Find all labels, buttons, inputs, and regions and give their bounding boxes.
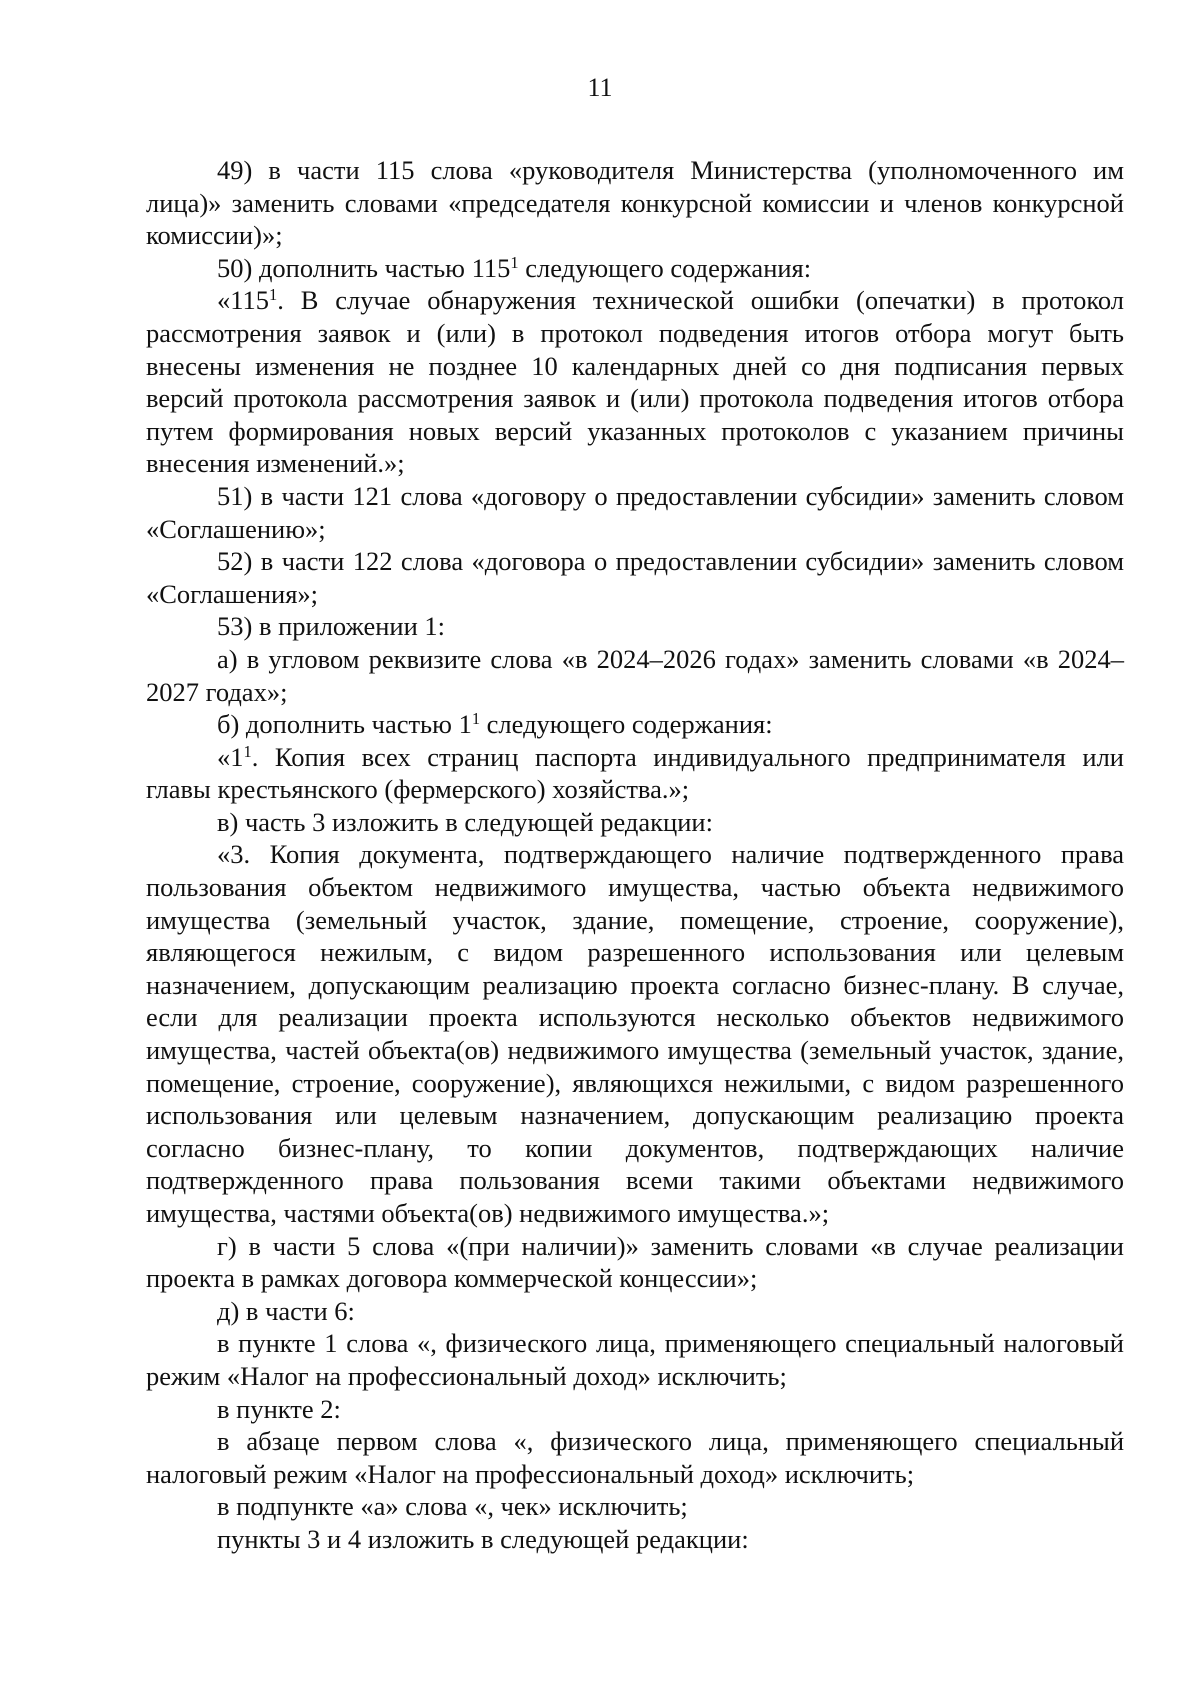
paragraph <box>146 252 1124 285</box>
paragraph-text: «3. Копия документа, подтверждающего наличие подтвержденного права пользования объектом недвижимого имущества, частью объекта недвижимого имущества (земельный участок, здание, помещение, строение, сооружение), являющегося нежилым, с видом разрешенного использования или целевым назначением, допускающим реализацию проекта согласно бизнес-плану. В случае, если для реализации проекта используются несколько объектов недвижимого имущества, частей объекта(ов) недвижимого имущества (земельный участок, здание, помещение, строение, сооружение), являющихся нежилыми, с видом разрешенного использования или целевым назначением, допускающим реализацию проекта согласно бизнес-плану, то копии документов, подтверждающих наличие подтвержденного права пользования всеми такими объектами недвижимого имущества, частями объекта(ов) недвижимого имущества.»; <box>146 839 1124 1228</box>
paragraph-text: . В случае обнаружения технической ошибки (опечатки) в протокол рассмотрения заявок и (или) в протокол подведения итогов отбора могут быть внесены изменения не позднее 10 календарных дней со дня подписания первых версий протокола рассмотрения заявок и (или) протокола подведения итогов отбора путем формирования новых версий указанных протоколов с указанием причины внесения изменений.»; <box>146 285 1124 479</box>
paragraph-text: следующего содержания: <box>518 252 812 283</box>
paragraph <box>146 806 1124 839</box>
paragraph-text: в пункте 1 слова «, физического лица, применяющего специальный налоговый режим «Налог на профессиональный доход» исключить; <box>146 1328 1124 1391</box>
paragraph-text: а) в угловом реквизите слова «в 2024–2026 годах» заменить словами «в 2024–2027 годах»; <box>146 643 1124 707</box>
superscript: 1 <box>243 741 252 761</box>
paragraph <box>146 1393 1124 1426</box>
paragraph <box>146 1230 1124 1295</box>
paragraph <box>146 643 1124 708</box>
paragraph-text: 52) в части 122 слова «договора о предоставлении субсидии» заменить словом «Соглашения»; <box>146 546 1124 609</box>
paragraph <box>146 284 1124 480</box>
paragraph-text: следующего содержания: <box>480 709 773 740</box>
page-number: 11 <box>587 73 613 102</box>
paragraph-text: 53) в приложении 1: <box>217 611 446 642</box>
paragraph-text: г) в части 5 слова «(при наличии)» заменить словами «в случае реализации проекта в рамках договора коммерческой концессии»; <box>146 1230 1124 1294</box>
paragraph <box>146 1295 1124 1328</box>
paragraph-text: д) в части 6: <box>217 1295 355 1326</box>
paragraph <box>146 1490 1124 1523</box>
paragraph <box>146 480 1124 545</box>
superscript: 1 <box>510 252 519 272</box>
paragraph <box>146 610 1124 643</box>
paragraph-text: «115 <box>217 285 270 316</box>
paragraph <box>146 741 1124 806</box>
paragraph <box>146 838 1124 1229</box>
superscript: 1 <box>471 709 481 729</box>
paragraph-text: 50) дополнить частью 115 <box>217 252 511 283</box>
paragraph <box>146 1523 1124 1556</box>
paragraph <box>146 154 1124 252</box>
paragraph <box>146 708 1124 741</box>
paragraph-text: 49) в части 115 слова «руководителя Министерства (уполномоченного им лица)» заменить словами «председателя конкурсной комиссии и членов конкурсной комиссии)»; <box>146 155 1124 251</box>
paragraph-text: в абзаце первом слова «, физического лица, применяющего специальный налоговый режим «Налог на профессиональный доход» исключить; <box>146 1426 1124 1489</box>
paragraph-text: пункты 3 и 4 изложить в следующей редакции: <box>217 1523 749 1554</box>
paragraph-text: в подпункте «а» слова «, чек» исключить; <box>217 1491 688 1522</box>
paragraph-text: б) дополнить частью 1 <box>217 709 472 740</box>
paragraph-text: в) часть 3 изложить в следующей редакции: <box>217 806 713 837</box>
document-body <box>146 154 1124 1556</box>
superscript: 1 <box>269 285 278 305</box>
paragraph-text: 51) в части 121 слова «договору о предоставлении субсидии» заменить словом «Соглашению»; <box>146 480 1124 544</box>
paragraph-text: . Копия всех страниц паспорта индивидуального предпринимателя или главы крестьянского (фермерского) хозяйства.»; <box>146 741 1124 805</box>
paragraph <box>146 1425 1124 1490</box>
paragraph-text: «1 <box>217 741 244 772</box>
paragraph <box>146 1327 1124 1392</box>
paragraph-text: в пункте 2: <box>217 1393 341 1424</box>
paragraph <box>146 545 1124 610</box>
